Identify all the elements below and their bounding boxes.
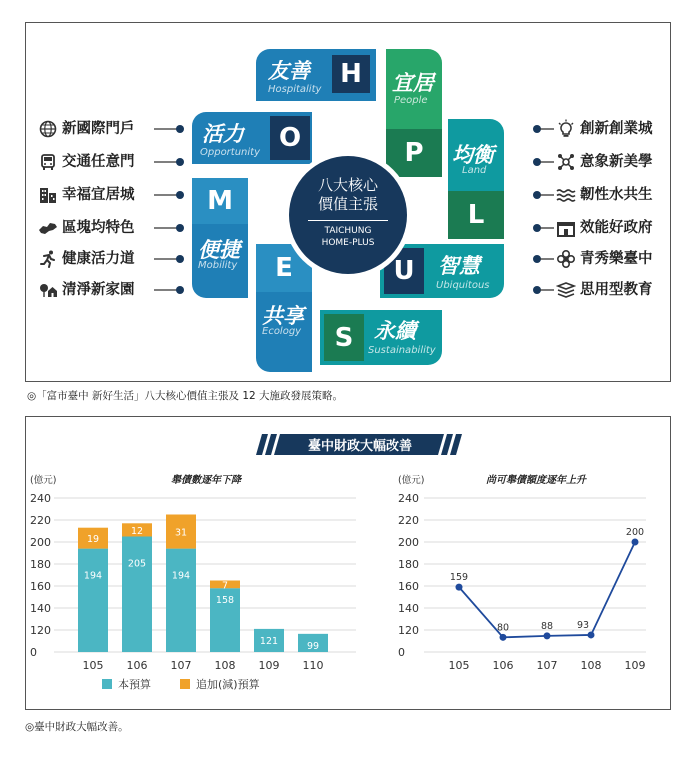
tile-zh: 永續	[374, 319, 416, 343]
core-subtitle: TAICHUNG HOME-PLUS	[321, 226, 375, 248]
bar-xtick: 108	[214, 659, 236, 672]
tile-zh: 宜居	[392, 71, 434, 95]
core-title: 八大核心 價值主張	[317, 176, 378, 213]
legend-swatch-addition	[180, 679, 190, 689]
line-ytick: 140	[398, 602, 419, 615]
left-connectors	[154, 125, 184, 294]
letter-p: P	[386, 129, 442, 177]
strategy-diagram-panel	[25, 22, 671, 382]
bar-ytick: 180	[30, 558, 51, 571]
right-connectors	[533, 125, 554, 294]
line-xtick: 105	[448, 659, 470, 672]
bar-ytick: 0	[30, 646, 37, 659]
right-item-label: 意象新美學	[580, 154, 653, 170]
tile-zh: 友善	[268, 59, 310, 83]
bar-addition-label: 7	[221, 580, 229, 592]
letter-s: S	[324, 314, 364, 361]
bar-ytick: 240	[30, 492, 51, 505]
tile-en: Ecology	[262, 326, 302, 337]
bar-ytick: 120	[30, 624, 51, 637]
line-ytick: 120	[398, 624, 419, 637]
bar-addition-label: 31	[174, 527, 188, 539]
tile-en: Mobility	[198, 260, 238, 271]
tile-zh: 活力	[202, 122, 244, 146]
left-item-label: 新國際門戶	[62, 121, 135, 137]
tile-en: Sustainability	[368, 345, 436, 356]
legend-swatch-base	[102, 679, 112, 689]
bar-ytick: 200	[30, 536, 51, 549]
line-point-label: 80	[496, 622, 510, 634]
line-xtick: 107	[536, 659, 558, 672]
line-ytick: 240	[398, 492, 419, 505]
tile-en: People	[394, 95, 428, 106]
bar-ytick: 160	[30, 580, 51, 593]
line-xtick: 108	[580, 659, 602, 672]
letter-e: E	[256, 244, 312, 292]
line-ytick: 180	[398, 558, 419, 571]
bar-base-label: 205	[127, 558, 147, 570]
bar-ytick: 140	[30, 602, 51, 615]
core-circle	[284, 151, 412, 279]
right-item-label: 效能好政府	[580, 220, 653, 236]
core-divider	[308, 220, 388, 221]
line-point	[500, 634, 507, 641]
finance-panel	[25, 416, 671, 710]
right-item-label: 青秀樂臺中	[580, 251, 653, 267]
line-ytick: 0	[398, 646, 405, 659]
line-ylabel: (億元)	[398, 475, 425, 486]
bar-xtick: 109	[258, 659, 280, 672]
bar-base-label: 194	[83, 570, 103, 582]
legend-label-addition: 追加(減)預算	[196, 678, 260, 691]
debt-bar-chart	[30, 474, 356, 691]
letter-h: H	[332, 55, 370, 93]
line-ytick: 200	[398, 536, 419, 549]
bar-xtick: 110	[302, 659, 324, 672]
bar-xtick: 107	[170, 659, 192, 672]
tile-en: Opportunity	[200, 147, 261, 158]
bar-addition-label: 12	[130, 525, 144, 537]
line-point-label: 93	[576, 619, 590, 631]
letter-m: M	[192, 178, 248, 224]
right-item-label: 創新創業城	[580, 121, 653, 137]
finance-charts-svg	[26, 417, 670, 709]
left-item-label: 區塊均特色	[62, 220, 135, 236]
tile-zh: 共享	[262, 304, 304, 328]
line-point-label: 200	[625, 527, 645, 538]
bar-base	[78, 549, 108, 652]
bar-ylabel: (億元)	[30, 475, 57, 486]
legend-label-base: 本預算	[118, 678, 151, 691]
bar-base-label: 99	[306, 640, 320, 652]
line-point	[588, 631, 595, 638]
tile-en: Land	[462, 165, 487, 176]
line-point-label: 159	[449, 572, 469, 584]
strategy-caption: ◎「富市臺中 新好生活」八大核心價值主張及 12 大施政發展策略。	[27, 390, 344, 402]
finance-caption: ◎臺中財政大幅改善。	[25, 721, 129, 733]
finance-banner	[256, 434, 462, 455]
bar-base	[122, 537, 152, 653]
bar-title: 舉債數逐年下降	[171, 475, 241, 486]
line-xtick: 106	[492, 659, 514, 672]
line-ytick: 160	[398, 580, 419, 593]
right-item-label: 韌性水共生	[580, 187, 653, 203]
letter-l: L	[448, 191, 504, 239]
left-item-label: 清淨新家園	[62, 282, 135, 298]
tile-zh: 均衡	[452, 143, 494, 167]
line-point	[456, 584, 463, 591]
bar-addition-label: 19	[86, 534, 100, 546]
bar-base	[166, 549, 196, 652]
line-xtick: 109	[624, 659, 646, 672]
bar-base-label: 194	[171, 570, 191, 582]
bar-xtick: 105	[82, 659, 104, 672]
left-item-label: 健康活力道	[62, 251, 135, 267]
tile-zh: 便捷	[198, 238, 240, 262]
left-item-label: 交通任意門	[62, 154, 135, 170]
tile-en: Ubiquitous	[436, 280, 490, 291]
line-point	[544, 632, 551, 639]
bar-ytick: 220	[30, 514, 51, 527]
tile-en: Hospitality	[268, 84, 322, 95]
line-point-label: 88	[540, 620, 554, 632]
line-point	[632, 539, 639, 546]
bar-base-label: 158	[215, 595, 235, 607]
right-item-label: 思用型教育	[580, 282, 653, 298]
letter-o: O	[270, 116, 310, 160]
bar-xtick: 106	[126, 659, 148, 672]
line-ytick: 220	[398, 514, 419, 527]
line-title: 尚可舉債額度逐年上升	[486, 475, 586, 486]
letter-u: U	[384, 248, 424, 294]
tile-zh: 智慧	[438, 254, 480, 278]
debt-capacity-line-chart	[398, 474, 646, 672]
bar-base-label: 121	[259, 635, 279, 647]
finance-banner-title: 臺中財政大幅改善	[307, 439, 413, 454]
left-item-label: 幸福宜居城	[62, 187, 135, 203]
